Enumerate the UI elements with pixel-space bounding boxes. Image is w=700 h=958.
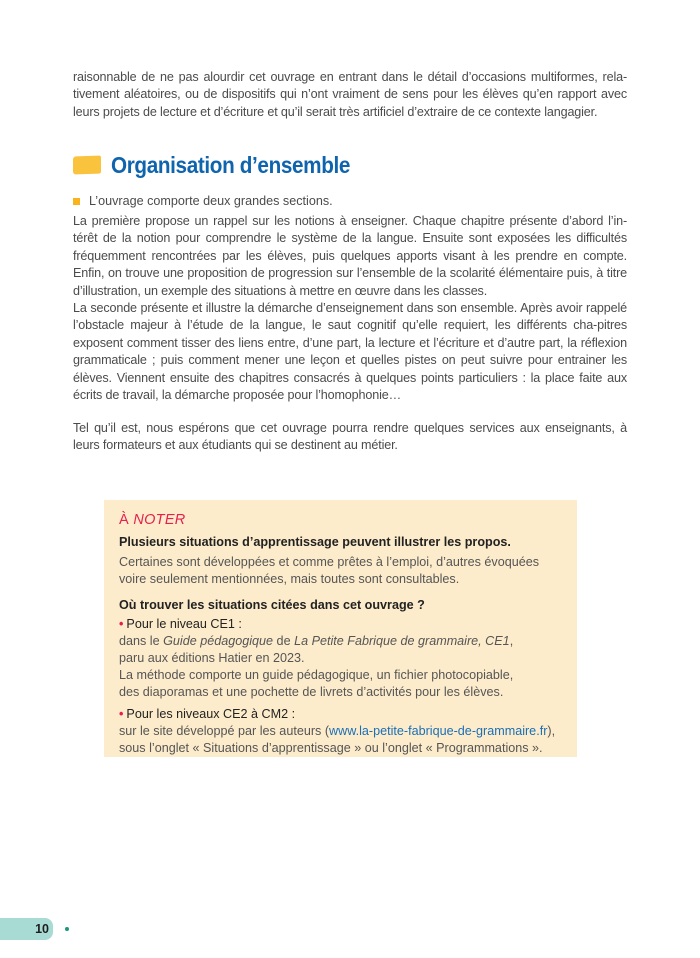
bullet-text: L’ouvrage comporte deux grandes sections. (89, 194, 333, 208)
level-ce1-line1 (119, 633, 563, 650)
text-fragment: ), (547, 723, 556, 738)
text-fragment: de (273, 633, 295, 648)
book-title-fabrique: La Petite Fabrique de grammaire, CE1 (294, 633, 510, 648)
section-heading (73, 150, 377, 180)
level-ce1-line4: des diaporamas et une pochette de livrets d’activités pour les élèves. (119, 685, 504, 700)
page-number-badge (0, 918, 53, 940)
bullet-dot-icon: • (119, 706, 124, 721)
level-ce1-title (119, 616, 563, 633)
note-label (119, 512, 563, 531)
note-box (104, 500, 577, 757)
level-title: Pour les niveaux CE2 à CM2 : (126, 706, 296, 721)
page-dot-icon (65, 927, 69, 931)
bullet-dot-icon: • (119, 616, 124, 631)
level-ce1-line2: paru aux éditions Hatier en 2023. (119, 650, 305, 665)
level-ce2-cm2-title (119, 706, 563, 723)
level-ce2-line2: sous l’onglet « Situations d’apprentissage » ou l’onglet « Programmations ». (119, 741, 543, 756)
note-text: Certaines sont développées et comme prêtes à l’emploi, d’autres évoquées voire seulement mentionnées, mais toutes sont consultables. (119, 555, 540, 587)
paragraph-second-section (73, 300, 627, 404)
paragraph-first-section (73, 213, 627, 300)
paragraph-text: La première propose un rappel sur les notions à enseigner. Chaque chapitre présente d’abord l’in-térêt de la notion pour comprendre le système de la langue. Ensuite sont exposées les difficultés fréquemment rencontrées par les élèves, puis quelques apports visant à les prendre en compte. Enfin, on trouve une proposition de progression sur l’ensemble de la scolarité élémentaire puis, à titre d’illustration, un exemple des situations à mettre en œuvre dans les classes. (73, 214, 627, 298)
intro-text: raisonnable de ne pas alourdir cet ouvrage en entrant dans le détail d’occasions multiformes, rela-tivement aléatoires, ou de dispositifs qui n’ont vraiment de sens pour les élèves qu’en rapport avec leurs projets de lecture et d’écriture et qu’il serait très artificiel d’extraire de ce contexte langagier. (73, 70, 627, 119)
note-question: Où trouver les situations citées dans cet ouvrage ? (119, 597, 425, 612)
paragraph-text: Tel qu’il est, nous espérons que cet ouvrage pourra rendre quelques services aux enseignants, à leurs formateurs et aux étudiants qui se destinent au métier. (73, 421, 627, 453)
note-label-rest: NOTER (128, 512, 186, 528)
paragraph-text: La seconde présente et illustre la démarche d’enseignement dans son ensemble. Après avoir rappelé l’obstacle majeur à l’étude de la langue, le saut cognitif qu’elle requiert, les différents cha-pitres exposent comment tisser des liens entre, d’une part, la lecture et l’écriture et d’autre part, la réflexion grammaticale ; puis comment mener une leçon et quelles pistes on peut suivre pour entrainer les élèves. Viennent ensuite des chapitres consacrés à quelques points particuliers : la place faite aux écrits de travail, la démarche proposée pour l’homophonie… (73, 301, 627, 403)
note-label-accent: À (119, 512, 129, 528)
text-fragment: sur le site développé par les auteurs ( (119, 723, 330, 738)
folder-icon (73, 156, 101, 175)
intro-paragraph (73, 69, 627, 121)
text-fragment: dans le (119, 633, 164, 648)
text-fragment: , (509, 633, 514, 648)
section-bullet (73, 194, 333, 208)
square-bullet-icon (73, 198, 80, 205)
note-headline: Plusieurs situations d’apprentissage peuvent illustrer les propos. (119, 535, 511, 549)
website-link[interactable]: www.la-petite-fabrique-de-grammaire.fr (329, 723, 548, 738)
book-title-guide: Guide pédagogique (163, 633, 274, 648)
level-title: Pour le niveau CE1 : (126, 616, 242, 631)
level-ce2-line1 (119, 723, 563, 740)
level-ce1-line3: La méthode comporte un guide pédagogique, un fichier photocopiable, (119, 668, 514, 683)
section-title: Organisation d’ensemble (111, 151, 351, 178)
level-ce2-cm2-details (119, 723, 563, 758)
paragraph-conclusion (73, 420, 627, 455)
page-number: 10 (35, 922, 49, 936)
level-ce1-details (119, 633, 563, 702)
